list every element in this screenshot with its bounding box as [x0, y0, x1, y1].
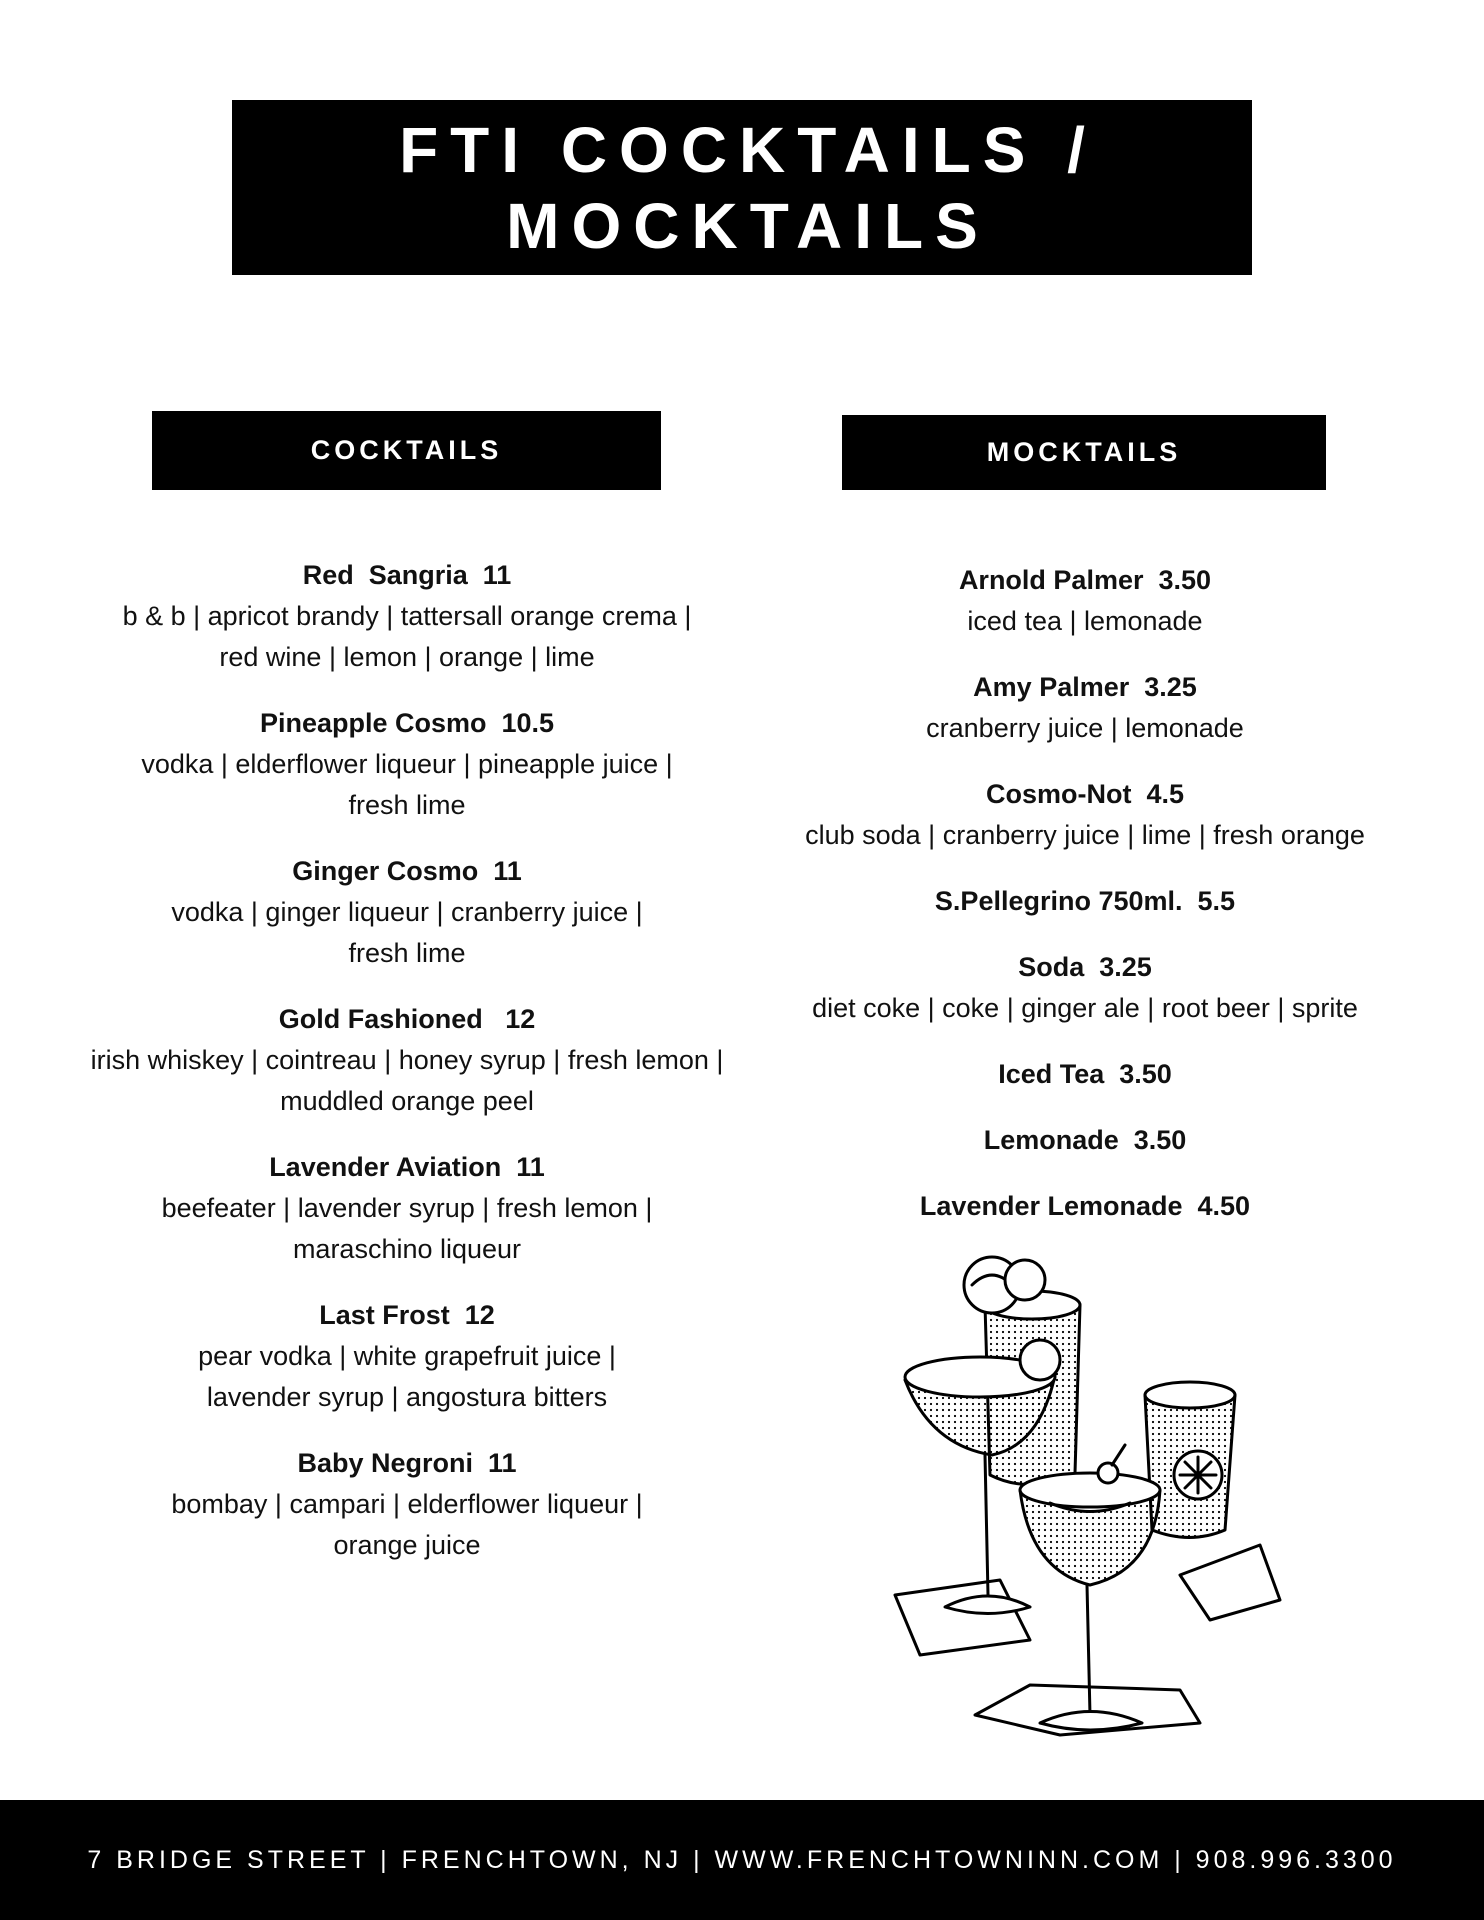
mocktails-item: [760, 1120, 1410, 1161]
cocktails-item-name: Red Sangria 11: [302, 560, 512, 590]
footer-address: 7 BRIDGE STREET | FRENCHTOWN, NJ | WWW.FRENCHTOWNINN.COM | 908.996.3300: [87, 1845, 1397, 1874]
mocktails-item-name: S.Pellegrino 750ml. 5.5: [934, 886, 1236, 916]
cocktails-item: [40, 999, 774, 1122]
cocktails-item-description: bombay | campari | elderflower liqueur |: [171, 1489, 643, 1519]
cocktails-item-name: Lavender Aviation 11: [269, 1152, 545, 1182]
footer-bar: [0, 1800, 1484, 1920]
mocktails-item-name: Lemonade 3.50: [983, 1125, 1187, 1155]
title-line-1: FTI COCKTAILS /: [399, 113, 1097, 186]
cocktails-item: [40, 851, 774, 974]
cocktail-glasses-illustration: [880, 1245, 1320, 1750]
cocktails-item: [40, 1443, 774, 1566]
cocktails-item: [40, 1147, 774, 1270]
title-banner: [232, 100, 1252, 275]
mocktails-item-name: Iced Tea 3.50: [998, 1059, 1172, 1089]
cocktails-item-name: Baby Negroni 11: [297, 1448, 517, 1478]
cocktails-item-name: Gold Fashioned 12: [278, 1004, 536, 1034]
cocktails-item-description: beefeater | lavender syrup | fresh lemon |: [161, 1193, 653, 1223]
mocktails-item-description: iced tea | lemonade: [967, 606, 1203, 636]
cocktails-item: [40, 703, 774, 826]
cocktails-item-name: Pineapple Cosmo 10.5: [259, 708, 555, 738]
cocktails-item-description: maraschino liqueur: [292, 1234, 522, 1264]
cocktails-item-description: irish whiskey | cointreau | honey syrup | fresh lemon |: [90, 1045, 724, 1075]
cocktails-item-description: vodka | ginger liqueur | cranberry juice |: [171, 897, 643, 927]
mocktails-item: [760, 1186, 1410, 1227]
cocktails-item-name: Ginger Cosmo 11: [292, 856, 522, 886]
cocktails-item-description: lavender syrup | angostura bitters: [206, 1382, 608, 1412]
mocktails-item: [760, 881, 1410, 922]
mocktails-item-description: diet coke | coke | ginger ale | root beer | sprite: [812, 993, 1358, 1023]
title-line-2: MOCKTAILS: [506, 189, 990, 262]
mocktails-list: [760, 560, 1410, 1252]
cocktails-item-description: muddled orange peel: [280, 1086, 534, 1116]
cocktails-list: [40, 555, 774, 1591]
mocktails-item: [760, 667, 1410, 749]
cocktails-item-description: vodka | elderflower liqueur | pineapple juice |: [141, 749, 673, 779]
cocktails-item-description: b & b | apricot brandy | tattersall orange crema |: [122, 601, 692, 631]
mocktails-item-description: club soda | cranberry juice | lime | fresh orange: [805, 820, 1365, 850]
mocktails-item-name: Soda 3.25: [1018, 952, 1152, 982]
cocktails-item-description: orange juice: [333, 1530, 481, 1560]
cocktails-item-description: fresh lime: [348, 790, 466, 820]
mocktails-item-name: Arnold Palmer 3.50: [958, 565, 1212, 595]
mocktails-item: [760, 1054, 1410, 1095]
mocktails-item: [760, 774, 1410, 856]
cocktails-item-description: red wine | lemon | orange | lime: [219, 642, 595, 672]
cocktails-item: [40, 555, 774, 678]
cocktails-item-name: Last Frost 12: [319, 1300, 495, 1330]
cocktails-item-description: pear vodka | white grapefruit juice |: [198, 1341, 616, 1371]
mocktails-item: [760, 560, 1410, 642]
cocktails-header: COCKTAILS: [152, 411, 661, 490]
mocktails-item-name: Cosmo-Not 4.5: [985, 779, 1185, 809]
cocktails-item-description: fresh lime: [348, 938, 466, 968]
cocktails-item: [40, 1295, 774, 1418]
mocktails-item-name: Lavender Lemonade 4.50: [919, 1191, 1251, 1221]
mocktails-header: MOCKTAILS: [842, 415, 1326, 490]
mocktails-item-description: cranberry juice | lemonade: [926, 713, 1244, 743]
page-title: [399, 112, 1097, 264]
mocktails-item: [760, 947, 1410, 1029]
mocktails-item-name: Amy Palmer 3.25: [973, 672, 1197, 702]
